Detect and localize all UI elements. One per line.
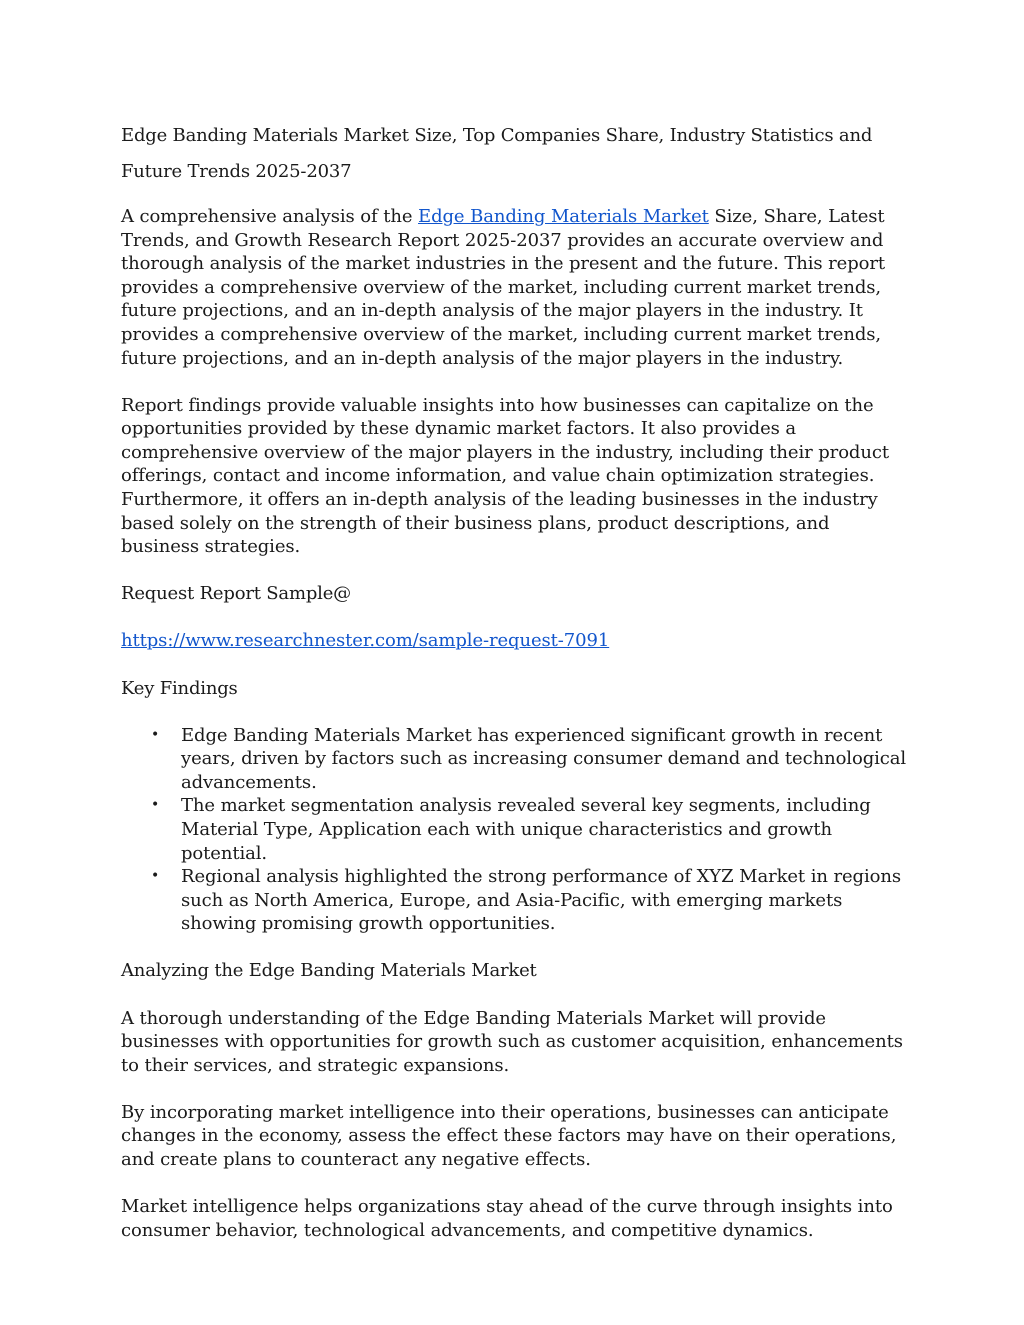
request-sample-label: Request Report Sample@ [121, 583, 351, 605]
list-item-text: Regional analysis highlighted the strong performance of XYZ Market in regions such as North America, Europe, and Asia-Pacific, with emerging markets showing promising growth opportunities. [181, 866, 901, 935]
list-item [151, 724, 911, 795]
sample-link-paragraph [121, 629, 911, 653]
bullet-icon: • [151, 797, 160, 814]
analyzing-heading: Analyzing the Edge Banding Materials Market [121, 960, 537, 982]
list-item [151, 794, 911, 865]
market-report-link[interactable]: Edge Banding Materials Market [418, 206, 709, 227]
key-findings-heading: Key Findings [121, 677, 238, 699]
document-title: Edge Banding Materials Market Size, Top Companies Share, Industry Statistics and Future Trends 2025-2037 [121, 125, 873, 182]
analyzing-paragraph-3: Market intelligence helps organizations stay ahead of the curve through insights into consumer behavior, technological advancements, and competitive dynamics. [121, 1196, 893, 1241]
intro-text-after-link: Size, Share, Latest Trends, and Growth Research Report 2025-2037 provides an accurate overview and thorough analysis of the market industries in the present and the future. This report provides a comprehensive overview of the market, including current market trends, future projections, and an in-depth analysis of the major players in the industry. It provides a comprehensive overview of the market, including current market trends, future projections, and an in-depth analysis of the major players in the industry. [121, 206, 886, 369]
intro-paragraph [121, 205, 911, 370]
bullet-icon: • [151, 868, 160, 885]
list-item-text: Edge Banding Materials Market has experienced significant growth in recent years, driven by factors such as increasing consumer demand and technological advancements. [181, 724, 907, 793]
sample-request-link[interactable]: https://www.researchnester.com/sample-request-7091 [121, 630, 610, 652]
analyzing-paragraph-2: By incorporating market intelligence into their operations, businesses can anticipate changes in the economy, assess the effect these factors may have on their operations, and create plans to counteract any negative effects. [121, 1101, 897, 1170]
list-item [151, 865, 911, 936]
analyzing-paragraph-1: A thorough understanding of the Edge Banding Materials Market will provide businesses with opportunities for growth such as customer acquisition, enhancements to their services, and strategic expansions. [121, 1007, 903, 1076]
document-page [121, 118, 911, 1266]
list-item-text: The market segmentation analysis revealed several key segments, including Material Type, Application each with unique characteristics and growth potential. [181, 795, 871, 864]
bullet-icon: • [151, 726, 160, 743]
report-findings-paragraph: Report findings provide valuable insights into how businesses can capitalize on the opportunities provided by these dynamic market factors. It also provides a comprehensive overview of the major players in the industry, including their product offerings, contact and income information, and value chain optimization strategies. Furthermore, it offers an in-depth analysis of the leading businesses in the industry based solely on the strength of their business plans, product descriptions, and business strategies. [121, 394, 889, 558]
intro-text-before-link: A comprehensive analysis of the [121, 206, 419, 227]
key-findings-list [121, 724, 911, 936]
